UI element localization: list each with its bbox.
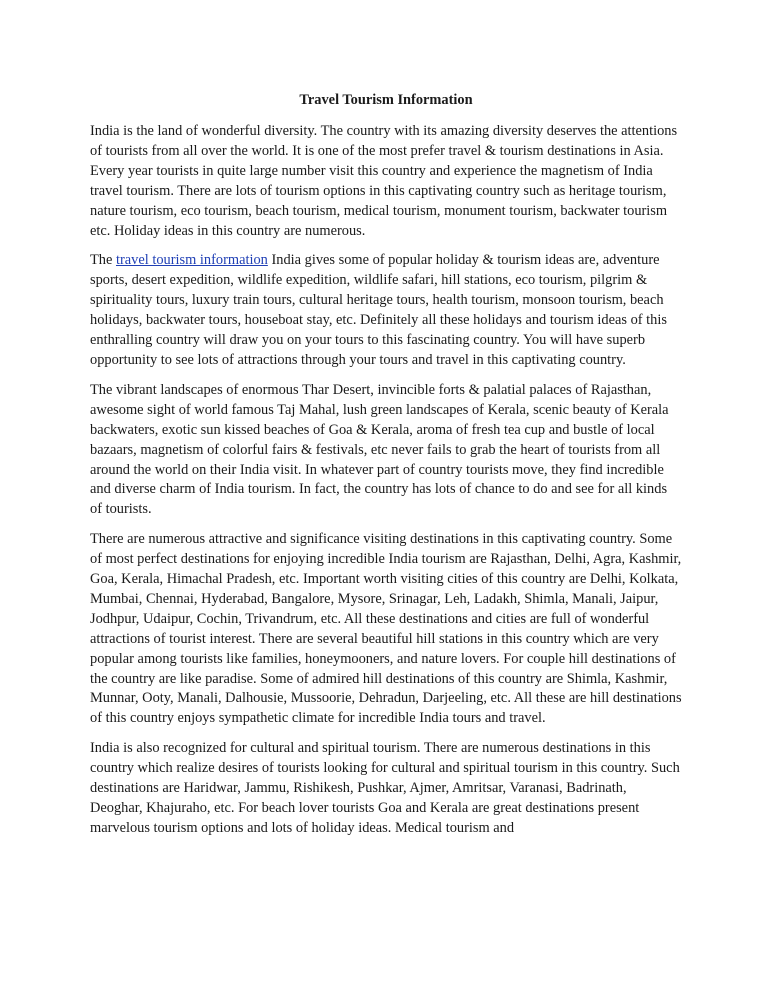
paragraph-1: India is the land of wonderful diversity. The country with its amazing diversity deserves the attentions of tourists from all over the world. It is one of the most prefer travel & tourism destinations in Asia. Every year tourists in quite large number visit this country and experience the magnetism of India travel tourism. There are lots of tourism options in this captivating country such as heritage tourism, nature tourism, eco tourism, beach tourism, medical tourism, monument tourism, backwater tourism etc. Holiday ideas in this country are numerous. (90, 123, 678, 239)
paragraph-2-rest: India gives some of popular holiday & tourism ideas are, adventure sports, desert expedition, wildlife expedition, wildlife safari, hill stations, eco tourism, pilgrim & spirituality tours, luxury train tours, cultural heritage tours, health tourism, monsoon tourism, beach holidays, backwater tours, houseboat stay, etc. Definitely all these holidays and tourism ideas of this enthralling country will draw you on your tours to this fascinating country. You will have superb opportunity to see lots of attractions through your tours and travel in this captivating country. (90, 252, 667, 368)
paragraph-5: India is also recognized for cultural and spiritual tourism. There are numerous destinations in this country which realize desires of tourists looking for cultural and spiritual tourism in this country. Such destinations are Haridwar, Jammu, Rishikesh, Pushkar, Ajmer, Amritsar, Varanasi, Badrinath, Deoghar, Khajuraho, etc. For beach lover tourists Goa and Kerala are great destinations present marvelous tourism options and lots of holiday ideas. Medical tourism and (90, 740, 680, 836)
paragraph-3: The vibrant landscapes of enormous Thar Desert, invincible forts & palatial palaces of Rajasthan, awesome sight of world famous Taj Mahal, lush green landscapes of Kerala, scenic beauty of Kerala backwaters, exotic sun kissed beaches of Goa & Kerala, aroma of fresh tea cup and bustle of local bazaars, magnetism of colorful fairs & festivals, etc never fails to grab the heart of tourists from all around the world on their India visit. In whatever part of country tourists move, they find incredible and diverse charm of India tourism. In fact, the country has lots of chance to do and see for all kinds of tourists. (90, 381, 669, 518)
document-title: Travel Tourism Information (299, 92, 473, 108)
paragraph-2 (90, 251, 682, 370)
paragraph-4: There are numerous attractive and significance visiting destinations in this captivating country. Some of most perfect destinations for enjoying incredible India tourism are Rajasthan, Delhi, Agra, Kashmir, Goa, Kerala, Himachal Pradesh, etc. Important worth visiting cities of this country are Delhi, Kolkata, Mumbai, Chennai, Hyderabad, Bangalore, Mysore, Srinagar, Leh, Ladakh, Shimla, Manali, Jaipur, Jodhpur, Udaipur, Cochin, Trivandrum, etc. All these destinations and cities are full of wonderful attractions of tourist interest. There are several beautiful hill stations in this country which are very popular among tourists like families, honeymooners, and nature lovers. For couple hill destinations of the country are like paradise. Some of admired hill destinations of this country are Shimla, Kashmir, Munnar, Ooty, Manali, Dalhousie, Mussoorie, Dehradun, Darjeeling, etc. All these are hill destinations of this country enjoys sympathetic climate for incredible India tours and travel. (90, 531, 682, 727)
paragraph-2-lead: The (90, 252, 116, 269)
document-body (90, 90, 682, 849)
travel-tourism-information-link[interactable]: travel tourism information (115, 252, 268, 269)
